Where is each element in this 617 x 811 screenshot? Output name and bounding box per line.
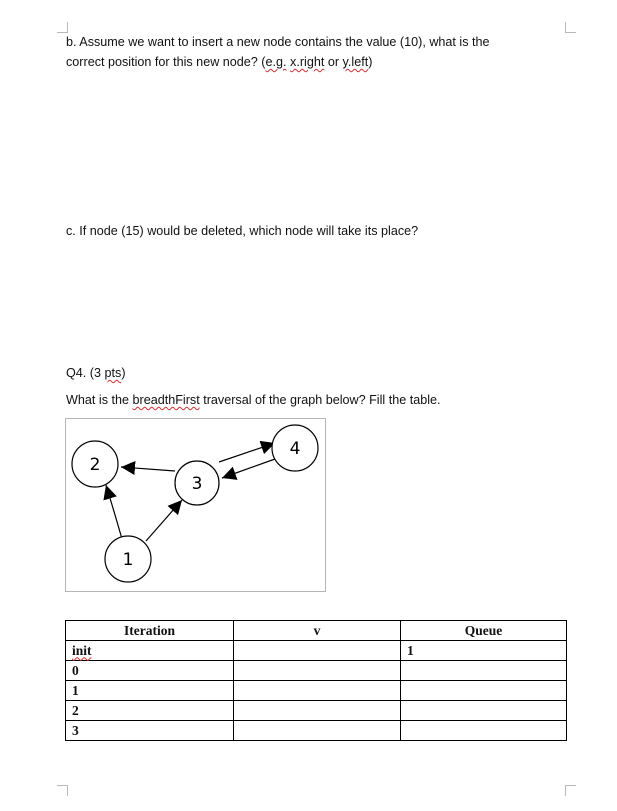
v-cell[interactable] [234, 641, 401, 661]
svg-text:3: 3 [191, 474, 203, 494]
table-row [66, 661, 567, 681]
iteration-cell[interactable]: 3 [66, 721, 234, 741]
table-row [66, 701, 567, 721]
graph-node-2 [72, 441, 118, 487]
edge-3-to-2 [121, 467, 175, 471]
edge-1-to-2 [106, 485, 122, 539]
queue-cell[interactable] [401, 721, 567, 741]
queue-cell[interactable] [401, 701, 567, 721]
question-b-line1: b. Assume we want to insert a new node contains the value (10), what is the [66, 35, 490, 49]
q4-prompt: What is the breadthFirst traversal of the graph below? Fill the table. [66, 393, 441, 407]
graph-figure [65, 418, 326, 592]
graph-diagram [66, 419, 325, 591]
edge-4-to-3 [222, 459, 275, 478]
graph-node-1 [105, 536, 151, 582]
v-cell[interactable] [234, 661, 401, 681]
header-queue: Queue [401, 621, 567, 641]
queue-cell[interactable]: 1 [401, 641, 567, 661]
crop-mark-top-right [565, 22, 576, 33]
header-v: v [234, 621, 401, 641]
bfs-table [65, 620, 567, 741]
svg-text:1: 1 [122, 550, 134, 570]
v-cell[interactable] [234, 681, 401, 701]
queue-cell[interactable] [401, 661, 567, 681]
crop-mark-bottom-right [565, 785, 576, 796]
question-c: c. If node (15) would be deleted, which node will take its place? [66, 224, 419, 238]
table-row [66, 681, 567, 701]
v-cell[interactable] [234, 721, 401, 741]
header-iteration: Iteration [66, 621, 234, 641]
crop-mark-bottom-left [57, 785, 68, 796]
svg-text:2: 2 [89, 455, 101, 475]
edge-3-to-4 [219, 443, 275, 462]
iteration-cell[interactable]: init [66, 641, 234, 661]
table-row [66, 721, 567, 741]
table-header-row [66, 621, 567, 641]
queue-cell[interactable] [401, 681, 567, 701]
iteration-cell[interactable]: 1 [66, 681, 234, 701]
svg-text:4: 4 [289, 439, 301, 459]
iteration-cell[interactable]: 2 [66, 701, 234, 721]
v-cell[interactable] [234, 701, 401, 721]
edge-1-to-3 [146, 500, 182, 541]
graph-node-3 [175, 461, 219, 505]
q4-title: Q4. (3 pts) [66, 366, 126, 380]
graph-node-4 [272, 425, 318, 471]
table-row [66, 641, 567, 661]
question-b-line2: correct position for this new node? (e.g. x.right or y.left) [66, 55, 373, 69]
iteration-cell[interactable]: 0 [66, 661, 234, 681]
